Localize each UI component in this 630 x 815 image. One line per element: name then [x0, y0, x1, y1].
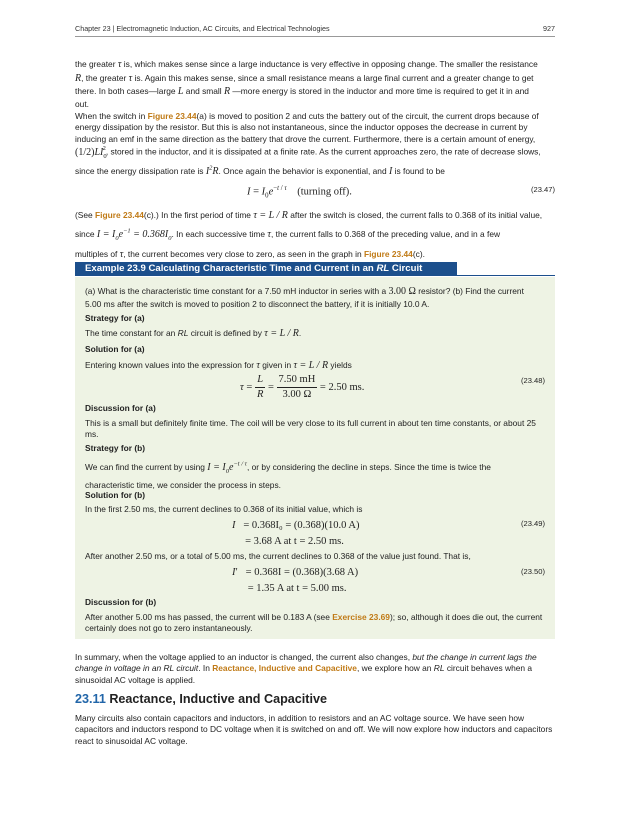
text: the greater: [75, 59, 116, 69]
text: RL: [177, 328, 189, 338]
paragraph-2: When the switch in Figure 23.44(a) is moved to position 2 and cuts the battery out of the circuit, the current drops because of energy dissipation by the resistor. But this is also not instantaneous, since the inductor opposes the decrease in current by inducing an emf in the same direction as the battery that drove the current. Furthermore, there is a certain amount of energy, $(1/2)LI_0^2$, stored in the inductor, and it is dissipated at a finite rate. As the current approaches zero, the rate of decrease slows, since the energy dissipation rate is $I^2R$. Once again the behavior is exponential, and I is found to be: [75, 111, 541, 178]
text: In summary, when the voltage applied to an inductor is changed, the current also changes,: [75, 652, 411, 662]
equation-number: (23.49): [520, 519, 545, 528]
text: energy dissipation by the resistor. But this is also not instantaneous, since the inductor opposes the decrease in current by: [75, 122, 528, 133]
text: is found to be: [394, 166, 445, 177]
paragraph-3: (See Figure 23.44(c).) In the first period of time τ = L / R after the switch is closed, the current falls to 0.368 of its initial value, since $I = I_0e^{-1} = 0.368I_0$. In each successive time τ, the current falls to 0.368 of the preceding value, and in a few multiples of τ, the current becomes very close to zero, as seen in the graph in Figure 23.44(c).: [75, 210, 543, 261]
closing-paragraph: [75, 713, 555, 747]
text: since the energy dissipation rate is: [75, 166, 204, 177]
equation-23-50: I′ = 0.368I = (0.368)(3.68 A) = 1.35 A at t = 5.00 ms.: [232, 567, 359, 594]
equation-number: (23.47): [530, 185, 555, 194]
discussion-a-heading: Discussion for (a): [85, 403, 156, 413]
text: (c).: [412, 249, 425, 260]
text: after the switch is closed, the current falls to 0.368 of its initial value,: [290, 210, 543, 220]
text: certainly does not go to zero instantaneously.: [85, 623, 253, 634]
text: After another 5.00 ms has passed, the current will be 0.183 A (see: [85, 612, 330, 622]
text: , the current falls to 0.368 of the preceding value, and in a few: [270, 229, 501, 239]
text: , stored in the inductor, and it is dissipated at a finite rate. As the current approaches zero, the rate of decrease slows,: [105, 146, 541, 157]
page-number: 927: [543, 24, 555, 33]
discussion-a-text: [85, 418, 545, 441]
summary-paragraph: [75, 652, 555, 686]
text: sinusoidal AC voltage is applied.: [75, 674, 196, 685]
text: RL: [433, 663, 445, 674]
text: (See: [75, 210, 93, 220]
text: , or by considering the decline in steps. Since the time is twice the: [246, 462, 491, 472]
text: yields: [330, 360, 352, 370]
text: ); so, although it does die out, the current: [389, 612, 543, 622]
text: circuit is defined by: [190, 328, 262, 338]
equation-line: = 1.35 A at t = 5.00 ms.: [247, 582, 347, 594]
strategy-b-text: We can find the current by using $I = I_0e^{-t / \tau}$, or by considering the decline in steps. Since the time is twice the characteristic time, we consider the process in steps.: [85, 460, 491, 491]
equation-23-47: $I = I_0e^{-t / \tau}$ (turning off).: [247, 185, 352, 200]
text: . In: [198, 663, 210, 674]
text: Many circuits also contain capacitors and inductors, in addition to resistors and an AC voltage source. We have seen how: [75, 713, 525, 723]
text: given in: [262, 360, 292, 370]
solution-b-text-1: In the first 2.50 ms, the current declines to 0.368 of its initial value, which is: [85, 504, 363, 514]
equation-line: = 3.68 A at t = 2.50 ms.: [245, 535, 344, 547]
text: RL: [376, 263, 390, 274]
fraction-numerator: 7.50 mH: [277, 373, 318, 388]
fraction-denominator: 3.00 Ω: [282, 389, 312, 401]
text: 5.00 ms after the switch is moved to position 2 to disconnect the battery, if it is initially 10.0 A.: [85, 298, 430, 309]
text: . In each successive time: [171, 229, 266, 239]
text: characteristic time, we consider the process in steps.: [85, 480, 281, 491]
text: = 2.50 ms.: [319, 382, 365, 394]
solution-a-text: Entering known values into the expression for τ given in τ = L / R yields: [85, 360, 352, 371]
text: —more energy is stored in the inductor and more time is required to get it in and: [232, 86, 529, 97]
text: . Once again the behavior is exponential, and: [218, 166, 387, 177]
page-header: [75, 24, 555, 34]
text: , we explore how an: [356, 663, 432, 674]
text: circuit behaves when a: [446, 663, 533, 674]
text: since: [75, 229, 95, 239]
text: , the current becomes very close to zero, as seen in the graph in: [123, 249, 362, 260]
section-title: Reactance, Inductive and Capacitive: [109, 692, 328, 706]
text: (a) is moved to position 2 and cuts the battery out of the circuit, the current drops because of: [196, 111, 539, 121]
text: out.: [75, 98, 89, 109]
text: multiples of: [75, 249, 118, 260]
strategy-b-heading: Strategy for (b): [85, 443, 146, 453]
paragraph-1: the greater τ is, which makes sense since a large inductance is very effective in opposing change. The smaller the resistance R, the greater τ is. Again this makes sense, since a small resistance means a large final current and a greater change to get there. In both cases—large L and small R —more energy is stored in the inductor and more time is required to get it in and out.: [75, 59, 538, 109]
discussion-b-heading: Discussion for (b): [85, 597, 157, 607]
text: Entering known values into the expression for: [85, 360, 254, 370]
section-link[interactable]: Reactance, Inductive and Capacitive: [212, 663, 357, 674]
figure-link[interactable]: Figure 23.44: [147, 111, 197, 121]
chapter-title: Chapter 23 | Electromagnetic Induction, AC Circuits, and Electrical Technologies: [75, 24, 330, 33]
header-rule: [75, 36, 555, 37]
text: inducing an emf in the same direction as the battery that drove the current. Furthermore, there is a certain amount of energy,: [75, 133, 536, 144]
text: This is a small but definitely finite time. The coil will be very close to its full current in about ten time constants, or about 25: [85, 418, 536, 428]
solution-b-text-2: After another 2.50 ms, or a total of 5.00 ms, the current declines to 0.368 of the value just found. That is,: [85, 551, 471, 561]
equation-number: (23.50): [520, 567, 545, 576]
example-question: [85, 285, 545, 310]
text: (a) What is the characteristic time constant for a 7.50 mH inductor in series with a: [85, 286, 387, 296]
text: ms.: [85, 429, 99, 440]
strategy-a-text: The time constant for an RL circuit is defined by τ = L / R.: [85, 328, 302, 339]
solution-b-heading: Solution for (b): [85, 490, 146, 500]
example-title-rule: [457, 275, 555, 276]
discussion-b-text: [85, 612, 545, 635]
section-number: 23.11: [75, 692, 106, 706]
text: The time constant for an: [85, 328, 176, 338]
figure-link[interactable]: Figure 23.44: [95, 210, 144, 220]
text: react to sinusoidal AC voltage.: [75, 735, 188, 746]
text: We can find the current by using: [85, 462, 205, 472]
equation-line: = 0.368I = (0.368)(3.68 A): [245, 567, 359, 578]
text: Circuit: [389, 263, 423, 274]
text: but the change in current lags the: [412, 652, 537, 662]
equation-line: = 0.368I₀ = (0.368)(10.0 A): [243, 520, 360, 531]
text: (c).) In the first period of time: [143, 210, 251, 220]
text: , the greater: [81, 72, 127, 83]
text: When the switch in: [75, 111, 146, 121]
equation-number: (23.48): [520, 376, 545, 385]
solution-a-heading: Solution for (a): [85, 344, 145, 354]
figure-link[interactable]: Figure 23.44: [363, 249, 413, 260]
text: Example 23.9 Calculating Characteristic Time and Current in an: [85, 263, 377, 274]
text: change in voltage in an RL circuit: [75, 663, 199, 674]
equation-label: (turning off).: [297, 186, 352, 198]
text: 3.00 Ω: [388, 286, 416, 297]
equation-23-48: τ = $\frac{L}{R}$ = $\frac{7.50 mH}{3.00 \Omega}$ = 2.50 ms.: [240, 373, 364, 403]
text: is. Again this makes sense, since a small resistance means a large final current and a greater change to get: [134, 72, 534, 83]
example-title: [75, 262, 457, 276]
text: and small: [185, 86, 222, 97]
strategy-a-heading: Strategy for (a): [85, 313, 145, 323]
text: there. In both cases—large: [75, 86, 176, 97]
section-heading: [75, 691, 327, 708]
text: capacitors and inductors respond to DC voltage when it is switched on and off. We will now explore how inductors and capacitors: [75, 724, 553, 735]
text: resistor? (b) Find the current: [418, 286, 524, 296]
text: is, which makes sense since a large inductance is very effective in opposing change. The smaller the resistance: [123, 59, 538, 69]
equation-23-49: I = 0.368I₀ = (0.368)(10.0 A) = 3.68 A at t = 2.50 ms.: [232, 520, 360, 547]
exercise-link[interactable]: Exercise 23.69: [332, 612, 390, 622]
